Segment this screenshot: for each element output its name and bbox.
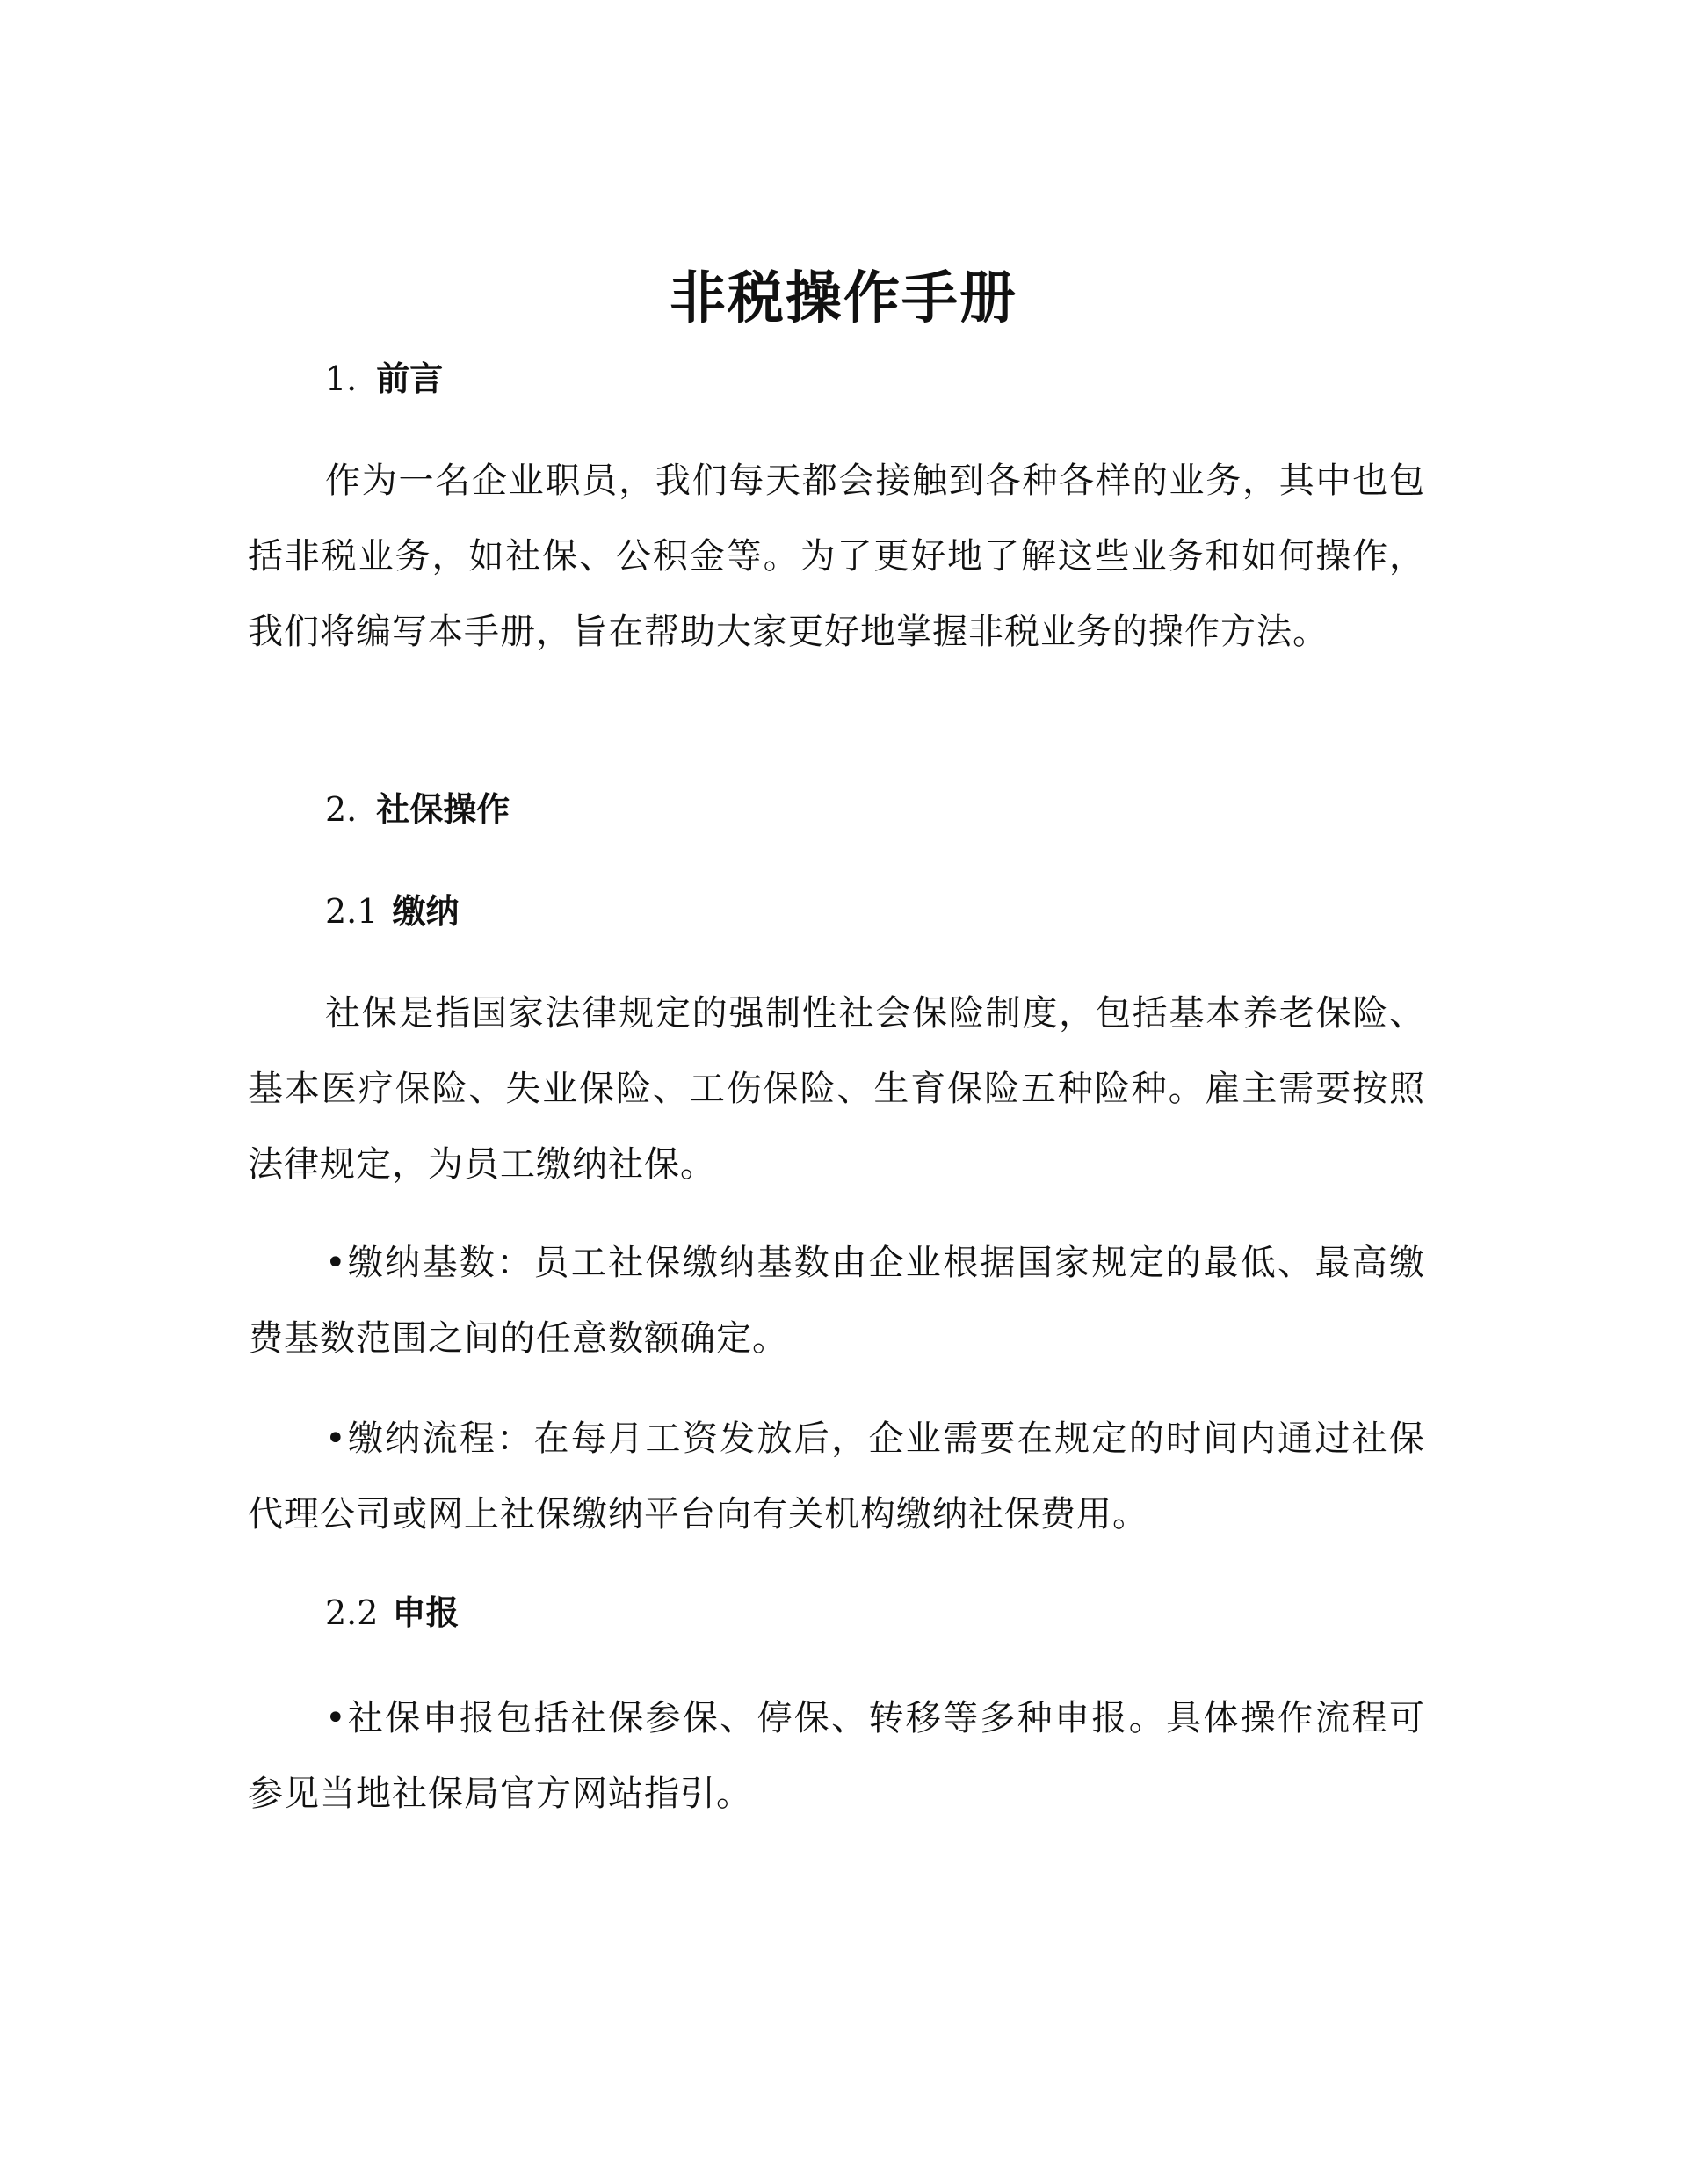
bullet-icon: •	[325, 1243, 347, 1283]
section-heading-text: 前言	[376, 359, 444, 398]
subsection-heading-declaration	[325, 1591, 459, 1635]
bullet-item	[248, 1680, 1425, 1832]
section-heading-text: 申报	[392, 1593, 460, 1632]
section-number: 2.2	[325, 1593, 379, 1632]
bullet-item	[248, 1225, 1425, 1376]
section-number: 1.	[325, 359, 358, 398]
section-heading-social-insurance	[325, 787, 510, 831]
bullet-item	[248, 1401, 1425, 1552]
payment-paragraph: 社保是指国家法律规定的强制性社会保险制度，包括基本养老保险、基本医疗保险、失业保险、工伤保险、生育保险五种险种。雇主需要按照法律规定，为员工缴纳社保。	[248, 993, 1425, 1185]
preface-paragraph: 作为一名企业职员，我们每天都会接触到各种各样的业务，其中也包括非税业务，如社保、公积金等。为了更好地了解这些业务和如何操作，我们将编写本手册，旨在帮助大家更好地掌握非税业务的操作方法。	[248, 461, 1425, 652]
section-heading-text: 缴纳	[392, 891, 460, 931]
bullet-text: 缴纳基数：员工社保缴纳基数由企业根据国家规定的最低、最高缴费基数范围之间的任意数额确定。	[248, 1243, 1425, 1359]
bullet-icon: •	[325, 1698, 347, 1738]
section-number: 2.	[325, 790, 358, 829]
section-number: 2.1	[325, 892, 379, 931]
bullet-text: 社保申报包括社保参保、停保、转移等多种申报。具体操作流程可参见当地社保局官方网站指引。	[248, 1698, 1425, 1814]
section-heading-preface	[325, 357, 443, 401]
subsection-heading-payment	[325, 889, 459, 933]
section-heading-text: 社保操作	[376, 789, 510, 829]
bullet-icon: •	[325, 1419, 347, 1459]
document-title: 非税操作手册	[670, 265, 1017, 331]
bullet-text: 缴纳流程：在每月工资发放后，企业需要在规定的时间内通过社保代理公司或网上社保缴纳平台向有关机构缴纳社保费用。	[248, 1419, 1425, 1535]
